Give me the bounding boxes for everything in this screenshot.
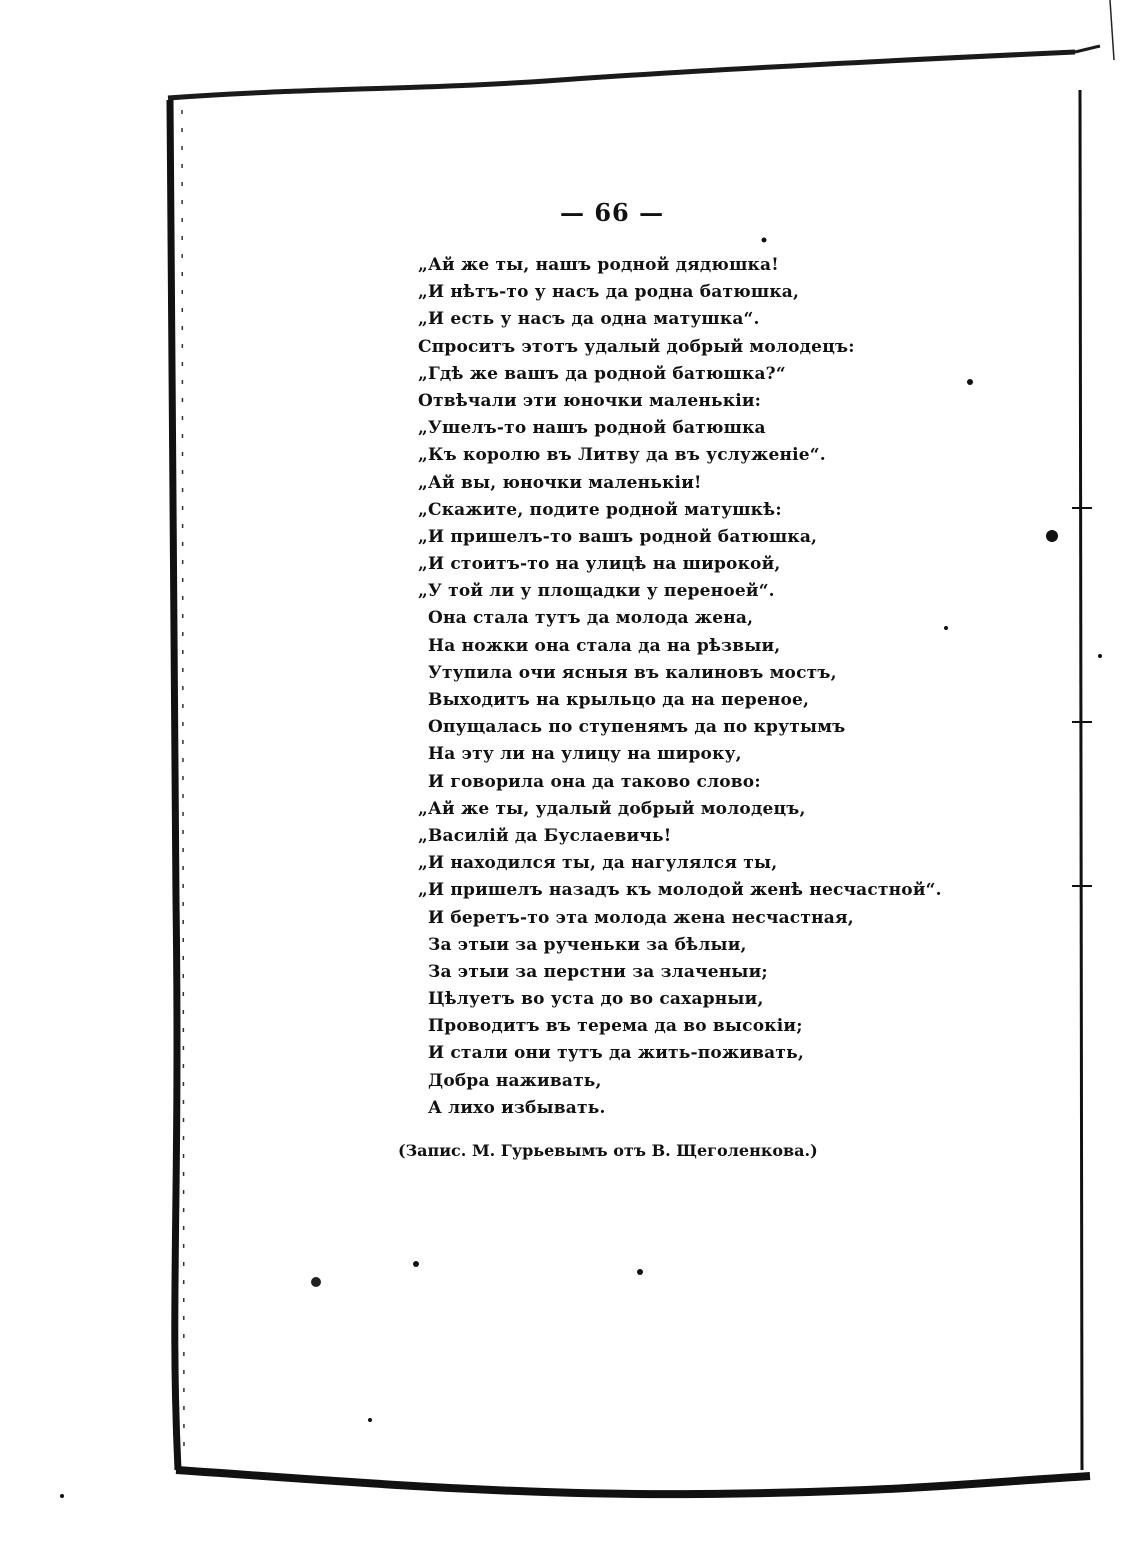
- poem-line: Она стала тутъ да молода жена,: [428, 608, 754, 629]
- poem-line: Утупила очи ясныя въ калиновъ мостъ,: [428, 662, 837, 683]
- poem-line: За этыи за перстни за злаченыи;: [428, 961, 768, 982]
- poem-line: На эту ли на улицу на широку,: [428, 744, 742, 765]
- poem-line: Добра наживать,: [428, 1070, 602, 1091]
- poem-line: „И находился ты, да нагулялся ты,: [418, 853, 778, 874]
- poem-line: „Къ королю въ Литву да въ услуженiе“.: [418, 445, 826, 466]
- poem-line: „У той ли у площадки у переноей“.: [418, 581, 775, 602]
- poem-line: Выходитъ на крыльцо да на переное,: [428, 690, 810, 710]
- poem-line: Цѣлуетъ во уста до во сахарныи,: [428, 989, 764, 1010]
- poem-line: „И пришелъ-то вашъ родной батюшка,: [418, 526, 818, 547]
- poem-line: На ножки она стала да на рѣзвыи,: [428, 635, 781, 656]
- poem-line: „Ай же ты, нашъ родной дядюшка!: [418, 255, 779, 275]
- poem-line: „Гдѣ же вашъ да родной батюшка?“: [418, 363, 786, 384]
- poem-line: „И нѣтъ-то у насъ да родна батюшка,: [418, 282, 800, 303]
- poem-line: Проводитъ въ терема да во высокiи;: [428, 1016, 803, 1037]
- poem-line: Отвѣчали эти юночки маленькiи:: [418, 390, 762, 411]
- attribution-note: (Запис. М. Гурьевымъ отъ В. Щеголенкова.): [398, 1141, 818, 1160]
- poem-line: „Скажите, подите родной матушкѣ:: [418, 499, 782, 520]
- poem-line: „Ушелъ-то нашъ родной батюшка: [418, 418, 766, 439]
- poem-line: Опущалась по ступенямъ да по крутымъ: [428, 717, 846, 738]
- page-number: — 66 —: [560, 198, 665, 227]
- poem-line: Спроситъ этотъ удалый добрый молодецъ:: [418, 336, 855, 357]
- poem-line: А лихо избывать.: [428, 1097, 606, 1118]
- poem-line: „Ай вы, юночки маленькiи!: [418, 472, 702, 493]
- poem-line: За этыи за рученьки за бѣлыи,: [428, 934, 747, 955]
- poem-line: „Ай же ты, удалый добрый молодецъ,: [418, 798, 806, 819]
- poem-text: [418, 252, 978, 1122]
- poem-line: „И стоитъ-то на улицѣ на широкой,: [418, 554, 781, 575]
- poem-line: И говорила она да таково слово:: [428, 771, 761, 792]
- poem-line: „И пришелъ назадъ къ молодой женѣ несчастной“.: [418, 880, 942, 901]
- poem-line: И беретъ-то эта молода жена несчастная,: [428, 907, 854, 928]
- poem-line: „Василiй да Буслаевичь!: [418, 825, 672, 846]
- poem-line: „И есть у насъ да одна матушка“.: [418, 309, 760, 330]
- poem-line: И стали они тутъ да жить-поживать,: [428, 1043, 804, 1064]
